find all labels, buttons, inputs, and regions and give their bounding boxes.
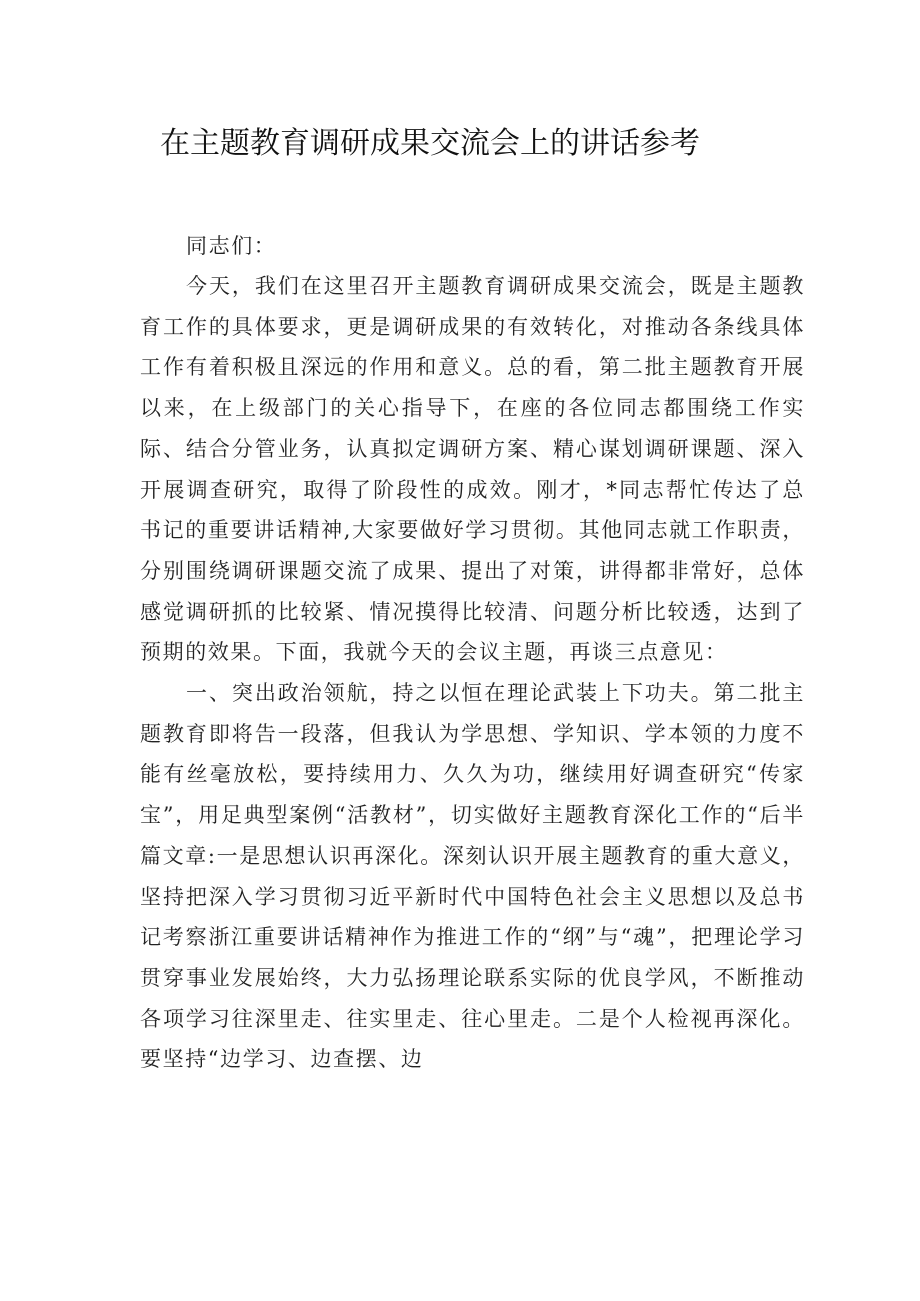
salutation: 同志们： — [186, 234, 277, 258]
document-title: 在主题教育调研成果交流会上的讲话参考 — [160, 126, 700, 161]
paragraph-intro: 今天，我们在这里召开主题教育调研成果交流会，既是主题教育工作的具体要求，更是调研成果的有效转化，对推动各条线具体工作有着积极且深远的作用和意义。总的看，第二批主题教育开展以来，在上级部门的关心指导下，在座的各位同志都围绕工作实际、结合分管业务，认真拟定调研方案、精心谋划调研课题、深入开展调查研究，取得了阶段性的成效。刚才，*同志帮忙传达了总书记的重要讲话精神,大家要做好学习贯彻。其他同志就工作职责，分别围绕调研课题交流了成果、提出了对策，讲得都非常好，总体感觉调研抓的比较紧、情况摸得比较清、问题分析比较透，达到了预期的效果。下面，我就今天的会议主题，再谈三点意见： — [140, 274, 805, 665]
paragraph-point-one: 一、突出政治领航，持之以恒在理论武装上下功夫。第二批主题教育即将告一段落，但我认为学思想、学知识、学本领的力度不能有丝毫放松，要持续用力、久久为功，继续用好调查研究“传家宝”，用足典型案例“活教材”，切实做好主题教育深化工作的“后半篇文章:一是思想认识再深化。深刻认识开展主题教育的重大意义，坚持把深入学习贯彻习近平新时代中国特色社会主义思想以及总书记考察浙江重要讲话精神作为推进工作的“纲”与“魂”，把理论学习贯穿事业发展始终，大力弘扬理论联系实际的优良学风，不断推动各项学习往深里走、往实里走、往心里走。二是个人检视再深化。要坚持“边学习、边查摆、边 — [140, 681, 805, 1072]
document-body — [140, 266, 805, 1080]
